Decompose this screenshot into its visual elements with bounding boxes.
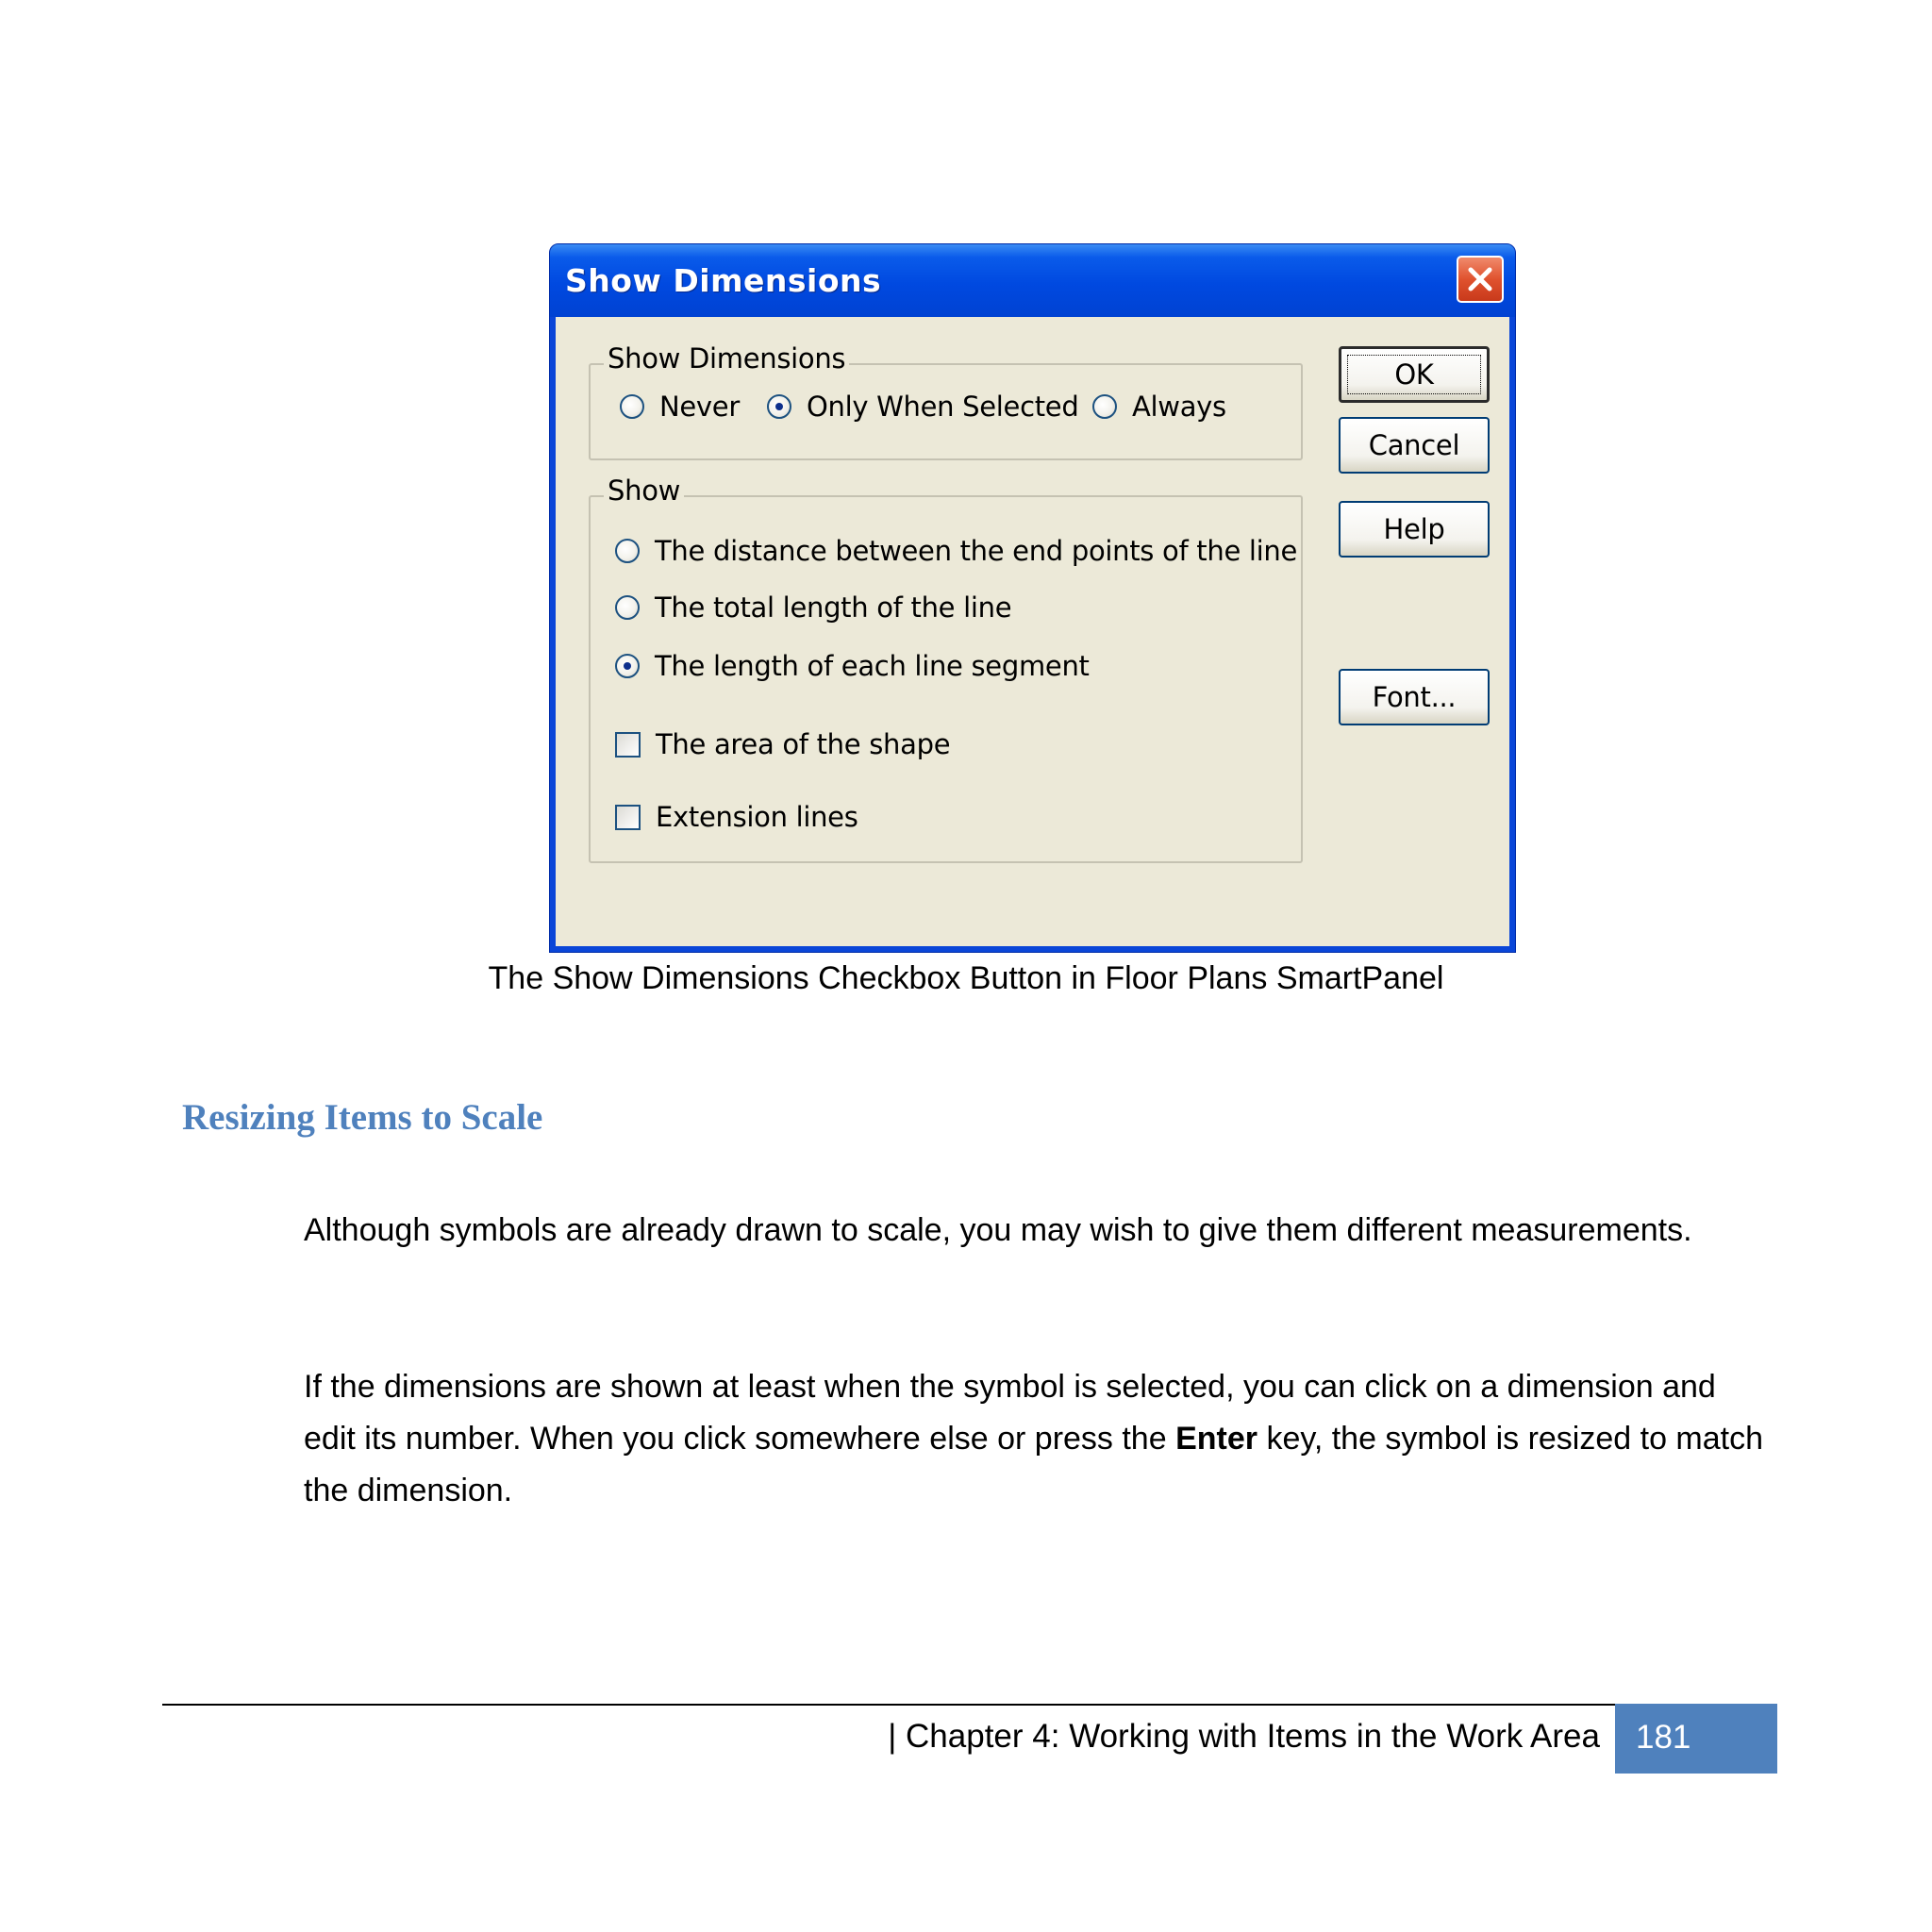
ok-button[interactable] — [1339, 346, 1490, 403]
option-label: Only When Selected — [807, 391, 1079, 423]
radio-never[interactable] — [620, 391, 740, 423]
radio-total-length[interactable] — [615, 591, 1011, 624]
font-button[interactable] — [1339, 669, 1490, 725]
radio-button[interactable] — [615, 539, 640, 563]
dialog-title: Show Dimensions — [565, 262, 882, 299]
show-dimensions-group — [589, 342, 1303, 460]
checkbox-extension-lines[interactable] — [615, 801, 858, 833]
dialog-titlebar[interactable] — [550, 244, 1515, 317]
show-group — [589, 475, 1303, 863]
show-dimensions-dialog — [549, 243, 1516, 953]
group-legend: Show — [604, 475, 684, 507]
button-label: Help — [1383, 513, 1445, 545]
radio-button[interactable] — [620, 394, 644, 419]
checkbox[interactable] — [615, 732, 641, 758]
button-label: Font... — [1372, 681, 1457, 713]
radio-each-segment[interactable] — [615, 650, 1090, 682]
page-number: 181 — [1615, 1704, 1777, 1774]
radio-button[interactable] — [615, 595, 640, 620]
checkbox-area-of-shape[interactable] — [615, 728, 950, 760]
button-label: Cancel — [1368, 429, 1460, 461]
section-heading: Resizing Items to Scale — [182, 1097, 543, 1138]
option-label: Extension lines — [656, 801, 858, 833]
option-label: The length of each line segment — [655, 650, 1090, 682]
radio-only-when-selected[interactable] — [767, 391, 1078, 423]
option-label: The distance between the end points of the line — [655, 535, 1298, 567]
paragraph-1: Although symbols are already drawn to scale, you may wish to give them different measurements. — [304, 1212, 1692, 1248]
radio-button-selected[interactable] — [615, 654, 640, 678]
figure-caption: The Show Dimensions Checkbox Button in Floor Plans SmartPanel — [488, 960, 1444, 996]
focus-rectangle — [1347, 355, 1481, 394]
close-icon — [1467, 266, 1493, 292]
radio-button-selected[interactable] — [767, 394, 791, 419]
radio-always[interactable] — [1092, 391, 1226, 423]
paragraph-text: If the dimensions are shown at least when the symbol is selected, you can click on a dimension and edit its number. When you click somewhere else or press the — [304, 1369, 1716, 1457]
dialog-body — [556, 317, 1509, 946]
option-label: Always — [1132, 391, 1226, 423]
paragraph-text: key, the symbol is resized to match the dimension. — [304, 1421, 1764, 1508]
close-button[interactable] — [1457, 256, 1504, 303]
help-button[interactable] — [1339, 501, 1490, 558]
option-label: The total length of the line — [655, 591, 1012, 624]
radio-distance-end-points[interactable] — [615, 535, 1297, 567]
footer-chapter-title: | Chapter 4: Working with Items in the Work Area — [888, 1718, 1600, 1755]
checkbox[interactable] — [615, 805, 641, 830]
enter-key-bold: Enter — [1175, 1421, 1257, 1457]
group-legend: Show Dimensions — [604, 342, 849, 375]
option-label: The area of the shape — [656, 728, 951, 760]
footer-divider — [162, 1704, 1615, 1706]
button-label: OK — [1394, 358, 1434, 391]
cancel-button[interactable] — [1339, 417, 1490, 474]
radio-button[interactable] — [1092, 394, 1117, 419]
option-label: Never — [659, 391, 740, 423]
paragraph-2 — [304, 1361, 1775, 1517]
